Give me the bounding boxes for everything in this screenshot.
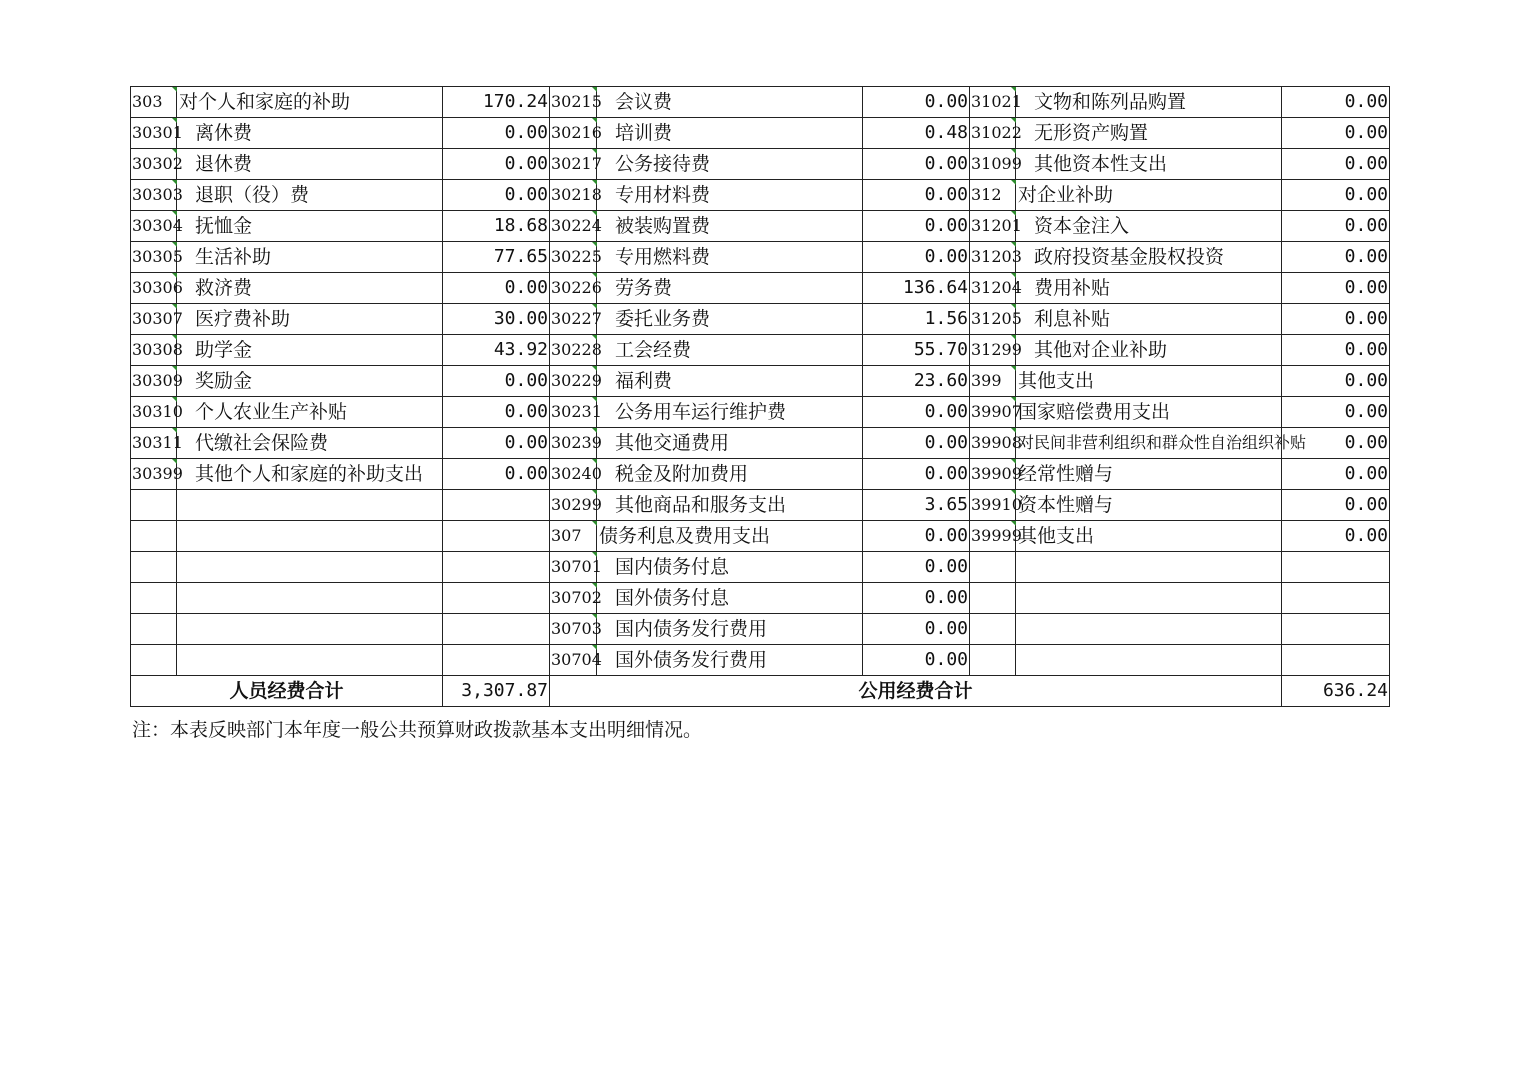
item-amount [443,552,550,583]
item-amount [1282,645,1390,676]
item-amount: 0.00 [443,180,550,211]
item-amount: 0.00 [1282,397,1390,428]
item-amount: 30.00 [443,304,550,335]
table-row [131,87,1390,118]
item-name: 其他对企业补助 [1016,335,1282,366]
item-name: 文物和陈列品购置 [1016,87,1282,118]
item-amount [1282,583,1390,614]
item-amount: 23.60 [863,366,970,397]
item-code: 30227 [550,304,597,335]
item-name: 培训费 [597,118,863,149]
item-amount: 0.00 [863,87,970,118]
item-amount: 0.00 [863,583,970,614]
item-code: 39999 [970,521,1016,552]
item-amount: 0.00 [863,397,970,428]
item-amount: 0.48 [863,118,970,149]
item-name: 资本性赠与 [1016,490,1282,521]
item-code [131,583,177,614]
item-code: 30231 [550,397,597,428]
item-amount [443,490,550,521]
item-code: 30311 [131,428,177,459]
item-code: 30308 [131,335,177,366]
item-name: 奖励金 [177,366,443,397]
item-name: 退职（役）费 [177,180,443,211]
item-amount: 1.56 [863,304,970,335]
item-name: 个人农业生产补贴 [177,397,443,428]
item-name: 其他支出 [1016,366,1282,397]
item-amount [1282,614,1390,645]
item-amount: 55.70 [863,335,970,366]
item-code: 31299 [970,335,1016,366]
table-row [131,149,1390,180]
item-amount: 0.00 [1282,428,1390,459]
item-amount: 0.00 [863,614,970,645]
item-code: 31204 [970,273,1016,304]
item-name: 无形资产购置 [1016,118,1282,149]
item-name: 利息补贴 [1016,304,1282,335]
table-row [131,645,1390,676]
item-code: 30226 [550,273,597,304]
table-row [131,428,1390,459]
item-amount: 0.00 [1282,211,1390,242]
table-body [131,87,1390,676]
item-name: 债务利息及费用支出 [597,521,863,552]
item-code: 30309 [131,366,177,397]
item-code: 307 [550,521,597,552]
item-code: 30307 [131,304,177,335]
item-name: 退休费 [177,149,443,180]
item-name [177,490,443,521]
item-code [131,552,177,583]
item-code: 30301 [131,118,177,149]
item-code: 30228 [550,335,597,366]
item-amount: 0.00 [1282,273,1390,304]
item-code: 39910 [970,490,1016,521]
item-amount: 136.64 [863,273,970,304]
item-name: 公务接待费 [597,149,863,180]
item-name [177,645,443,676]
item-amount: 0.00 [863,459,970,490]
item-name: 税金及附加费用 [597,459,863,490]
item-amount: 0.00 [1282,459,1390,490]
item-amount: 0.00 [443,149,550,180]
item-amount: 0.00 [443,428,550,459]
item-name: 经常性赠与 [1016,459,1282,490]
item-name: 专用材料费 [597,180,863,211]
item-amount: 0.00 [1282,180,1390,211]
item-code: 30304 [131,211,177,242]
item-amount [443,521,550,552]
item-name: 国外债务发行费用 [597,645,863,676]
item-name: 资本金注入 [1016,211,1282,242]
item-name: 委托业务费 [597,304,863,335]
item-name [177,583,443,614]
item-code: 30239 [550,428,597,459]
item-name [1016,552,1282,583]
item-name: 其他支出 [1016,521,1282,552]
item-amount: 0.00 [863,149,970,180]
item-name: 医疗费补助 [177,304,443,335]
item-amount: 0.00 [1282,242,1390,273]
item-name: 会议费 [597,87,863,118]
item-code [970,583,1016,614]
item-name [1016,614,1282,645]
item-name: 生活补助 [177,242,443,273]
item-amount: 43.92 [443,335,550,366]
item-name [1016,583,1282,614]
item-name: 代缴社会保险费 [177,428,443,459]
table-row [131,242,1390,273]
item-name: 专用燃料费 [597,242,863,273]
item-name: 国内债务付息 [597,552,863,583]
item-name [1016,645,1282,676]
item-name [177,521,443,552]
table-row [131,118,1390,149]
item-code: 30310 [131,397,177,428]
table-row [131,552,1390,583]
item-name: 救济费 [177,273,443,304]
item-amount: 0.00 [1282,490,1390,521]
item-amount: 170.24 [443,87,550,118]
item-amount: 0.00 [863,521,970,552]
item-name: 对个人和家庭的补助 [177,87,443,118]
table-row [131,335,1390,366]
item-name: 对企业补助 [1016,180,1282,211]
table-row [131,211,1390,242]
table-row [131,521,1390,552]
item-amount: 0.00 [1282,304,1390,335]
item-code: 30225 [550,242,597,273]
item-code [131,490,177,521]
item-amount: 0.00 [1282,87,1390,118]
item-code: 312 [970,180,1016,211]
item-code: 39909 [970,459,1016,490]
item-amount: 0.00 [443,366,550,397]
item-code: 30701 [550,552,597,583]
item-code: 31099 [970,149,1016,180]
public-total-label: 公用经费合计 [550,676,1282,707]
table-row [131,273,1390,304]
personnel-total-label: 人员经费合计 [131,676,443,707]
item-amount: 18.68 [443,211,550,242]
budget-detail-table [130,86,1390,707]
item-name: 离休费 [177,118,443,149]
item-name: 其他交通费用 [597,428,863,459]
item-amount: 0.00 [863,242,970,273]
item-code: 303 [131,87,177,118]
item-code: 399 [970,366,1016,397]
item-code: 30224 [550,211,597,242]
item-amount: 0.00 [863,211,970,242]
table-row [131,614,1390,645]
item-amount: 0.00 [443,397,550,428]
item-amount: 0.00 [1282,366,1390,397]
item-amount [443,583,550,614]
item-code: 31203 [970,242,1016,273]
item-name [177,614,443,645]
item-name: 其他商品和服务支出 [597,490,863,521]
item-amount: 0.00 [863,428,970,459]
item-amount: 0.00 [1282,521,1390,552]
item-code: 31205 [970,304,1016,335]
table-row [131,583,1390,614]
item-name: 福利费 [597,366,863,397]
table-row [131,397,1390,428]
item-amount: 0.00 [443,118,550,149]
item-amount [1282,552,1390,583]
item-amount: 0.00 [1282,335,1390,366]
item-name: 劳务费 [597,273,863,304]
item-code [131,614,177,645]
table-footnote: 注：本表反映部门本年度一般公共预算财政拨款基本支出明细情况。 [132,719,703,741]
item-code: 30299 [550,490,597,521]
item-amount: 0.00 [863,180,970,211]
item-name: 国内债务发行费用 [597,614,863,645]
item-code [131,521,177,552]
item-code: 30305 [131,242,177,273]
table-row [131,459,1390,490]
item-amount: 0.00 [443,273,550,304]
item-name: 政府投资基金股权投资 [1016,242,1282,273]
item-name: 国家赔偿费用支出 [1016,397,1282,428]
item-name: 工会经费 [597,335,863,366]
item-code: 30240 [550,459,597,490]
item-code: 30399 [131,459,177,490]
item-code: 30704 [550,645,597,676]
item-name: 公务用车运行维护费 [597,397,863,428]
item-code: 39907 [970,397,1016,428]
item-code: 31021 [970,87,1016,118]
item-code [970,552,1016,583]
item-amount: 0.00 [863,552,970,583]
item-name: 被装购置费 [597,211,863,242]
item-amount: 0.00 [443,459,550,490]
table-row [131,180,1390,211]
item-code: 30702 [550,583,597,614]
item-code [970,614,1016,645]
item-amount: 0.00 [863,645,970,676]
item-code: 30218 [550,180,597,211]
public-total-amount: 636.24 [1282,676,1390,707]
item-name: 国外债务付息 [597,583,863,614]
item-amount: 0.00 [1282,149,1390,180]
table-row [131,304,1390,335]
item-amount: 77.65 [443,242,550,273]
item-code: 30703 [550,614,597,645]
item-code: 30216 [550,118,597,149]
item-name [177,552,443,583]
personnel-total-amount: 3,307.87 [443,676,550,707]
totals-row [131,676,1390,707]
item-code [970,645,1016,676]
item-name: 助学金 [177,335,443,366]
item-name: 抚恤金 [177,211,443,242]
item-name: 费用补贴 [1016,273,1282,304]
item-code: 30217 [550,149,597,180]
item-code: 30302 [131,149,177,180]
item-code: 30306 [131,273,177,304]
item-name: 对民间非营利组织和群众性自治组织补贴 [1016,428,1282,459]
item-amount [443,645,550,676]
item-code: 30229 [550,366,597,397]
item-code: 30215 [550,87,597,118]
item-code: 30303 [131,180,177,211]
item-name: 其他个人和家庭的补助支出 [177,459,443,490]
item-code: 31022 [970,118,1016,149]
item-name: 其他资本性支出 [1016,149,1282,180]
item-code [131,645,177,676]
item-amount: 0.00 [1282,118,1390,149]
item-amount [443,614,550,645]
table-row [131,490,1390,521]
item-code: 31201 [970,211,1016,242]
item-amount: 3.65 [863,490,970,521]
item-code: 39908 [970,428,1016,459]
table-row [131,366,1390,397]
